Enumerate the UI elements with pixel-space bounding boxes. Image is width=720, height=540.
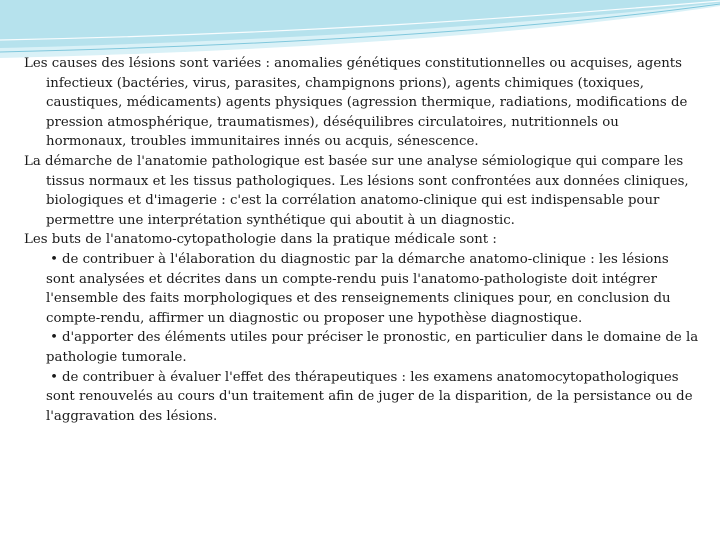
paragraph-buts: Les buts de l'anatomo-cytopathologie dans la pratique médicale sont : [24,232,497,248]
bullet-item-diagnostic [24,250,700,328]
bullet-text: d'apporter des éléments utiles pour préciser le pronostic, en particulier dans le domaine de la pathologie tumorale. [46,330,699,365]
bullet-item-pronostic [24,328,700,367]
slide-body [24,54,700,426]
bullet-text: de contribuer à l'élaboration du diagnostic par la démarche anatomo-clinique : les lésions sont analysées et décrites dans un compte-rendu puis l'anatomo-pathologiste doit intégrer l'ensemble des faits morphologiques et des renseignements cliniques pour, en conclusion du compte-rendu, affirmer un diagnostic ou proposer une hypothèse diagnostique. [46,251,671,326]
paragraph-demarche: La démarche de l'anatomie pathologique est basée sur une analyse sémiologique qui compare les tissus normaux et les tissus pathologiques. Les lésions sont confrontées aux données cliniques, biologiques et d'imagerie : c'est la corrélation anatomo-clinique qui est indispensable pour permettre une interprétation synthétique qui aboutit à un diagnostic. [24,153,689,228]
bullet-marker: • [50,369,58,385]
bullet-marker: • [50,330,58,346]
bullet-marker: • [50,251,58,267]
header-wave-decoration [0,0,720,60]
bullet-text: de contribuer à évaluer l'effet des thérapeutiques : les examens anatomocytopathologiques sont renouvelés au cours d'un traitement afin de juger de la disparition, de la persistance ou de l'aggravation des lésions. [46,369,693,424]
bullet-item-therapeutiques [24,368,700,427]
paragraph-causes: Les causes des lésions sont variées : anomalies génétiques constitutionnelles ou acquises, agents infectieux (bactéries, virus, parasites, champignons prions), agents chimiques (toxiques, caustiques, médicaments) agents physiques (agression thermique, radiations, modifications de pression atmosphérique, traumatismes), déséquilibres circulatoires, nutritionnels ou hormonaux, troubles immunitaires innés ou acquis, sénescence. [24,56,688,150]
